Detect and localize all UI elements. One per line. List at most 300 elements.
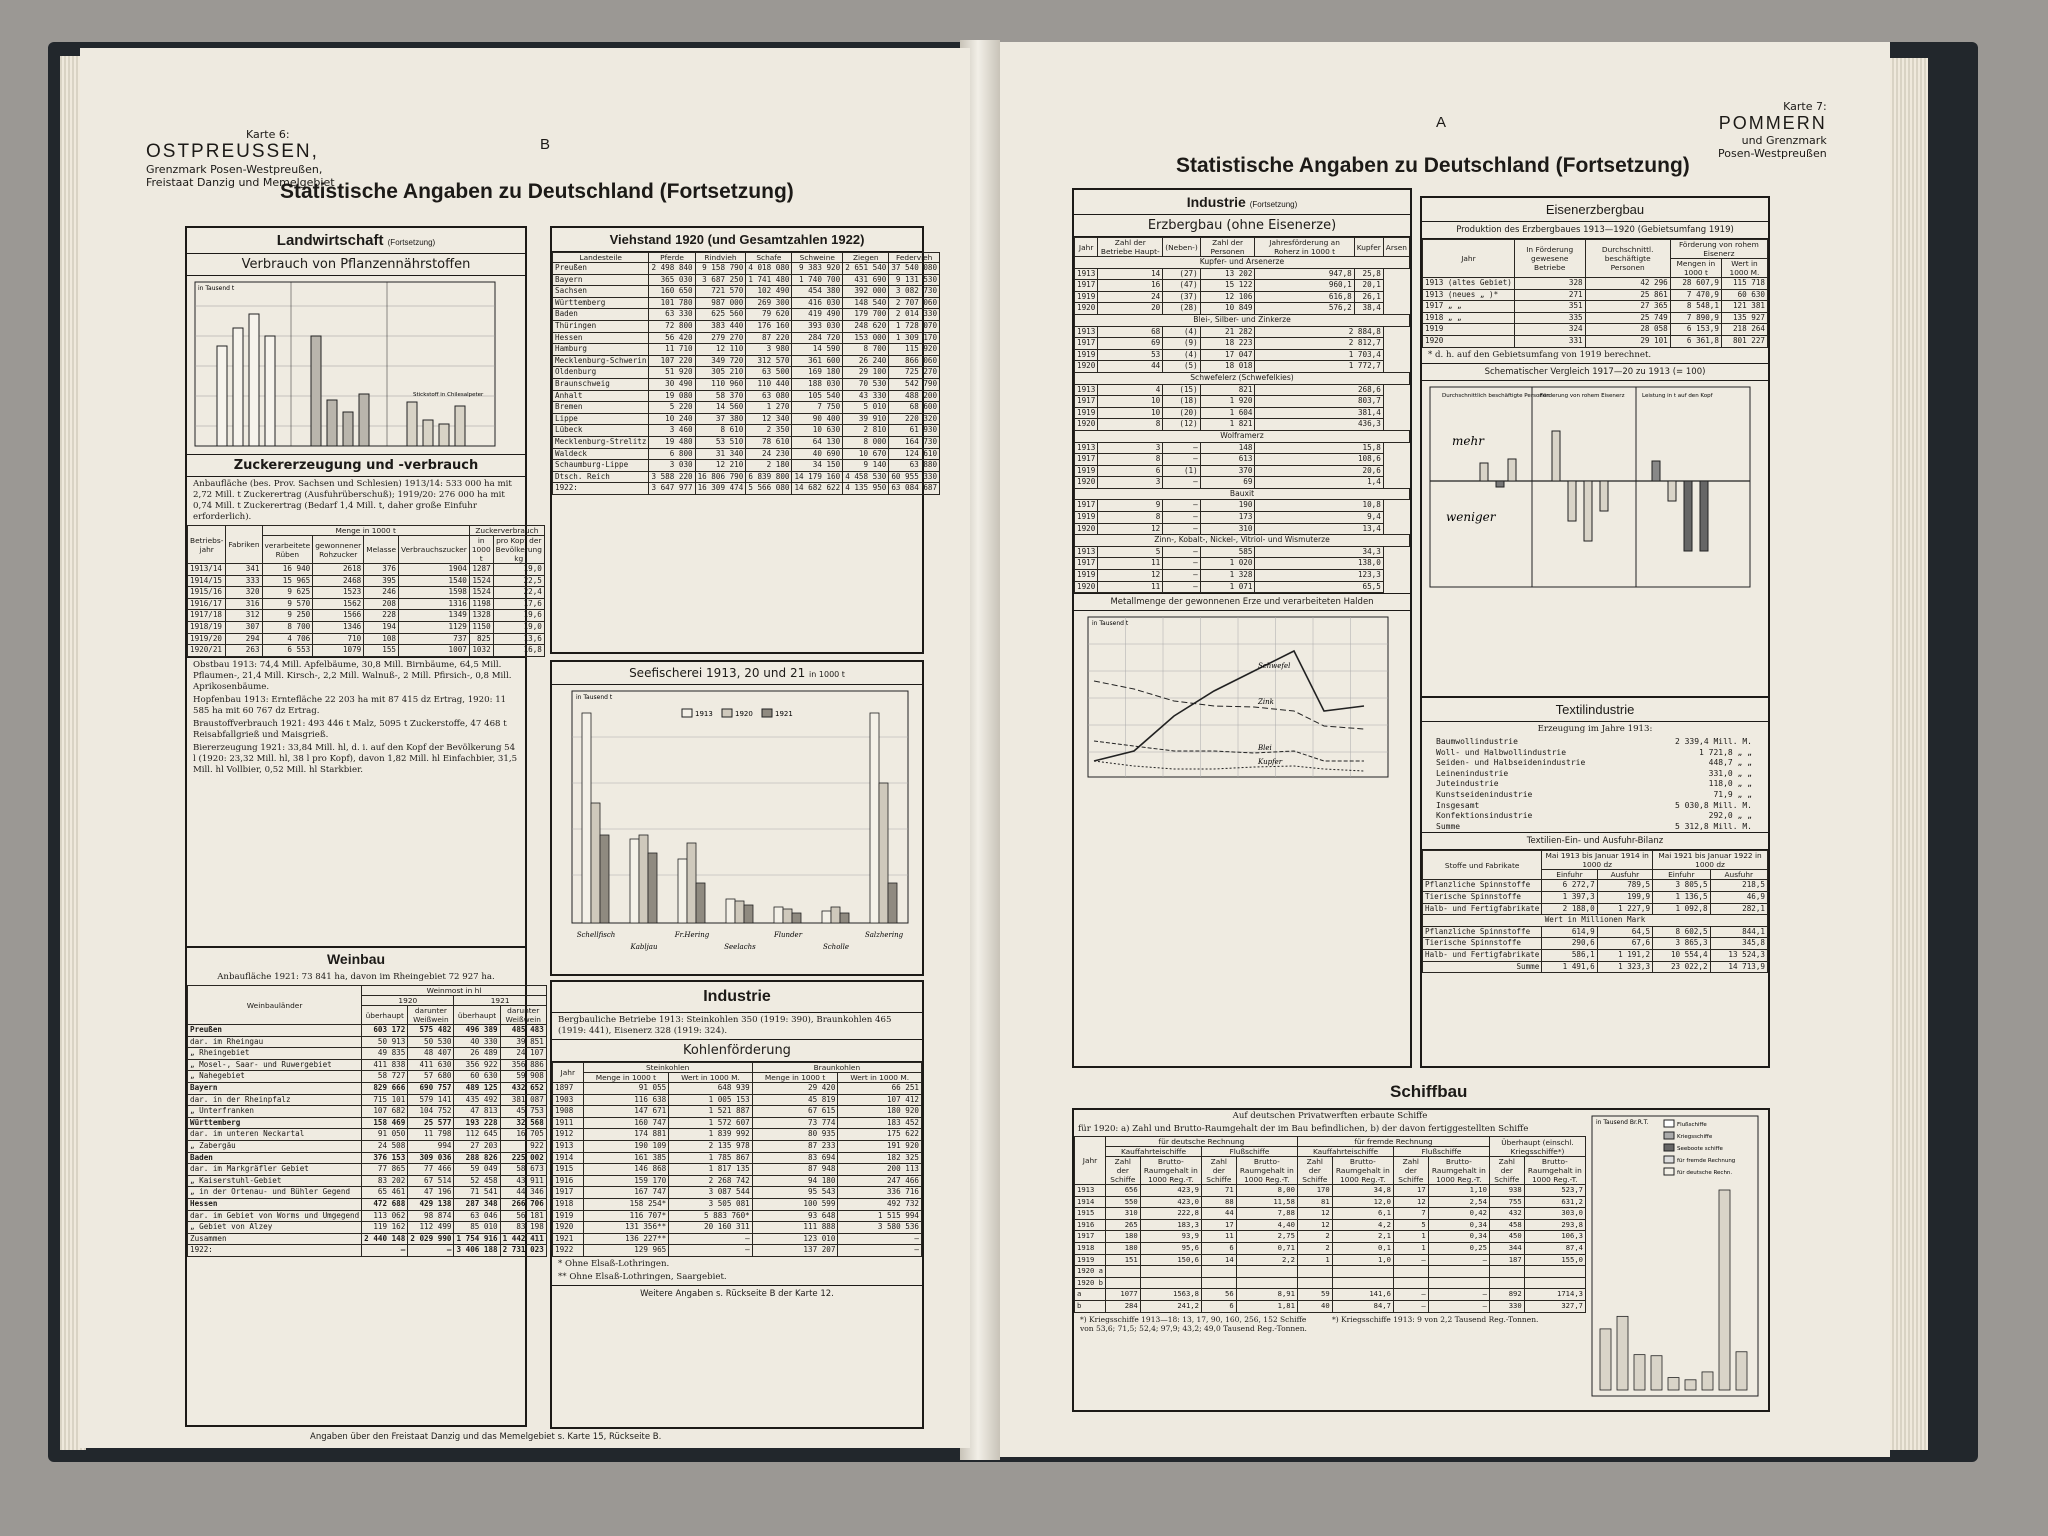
schiff-h-kauf1: Kauffahrteischiffe (1105, 1147, 1201, 1157)
region-title: OSTPREUSSEN, (146, 141, 319, 162)
table-cell: 30 490 (649, 378, 695, 390)
table-cell: 24 508 (362, 1140, 408, 1152)
table-cell: 16 (1098, 280, 1163, 292)
erz-row (1075, 454, 1410, 466)
kohlen-h-sub2: Wert in 1000 M. (669, 1073, 753, 1083)
zucker-row (188, 598, 545, 610)
weinbau-total-value: 2 440 148 (362, 1233, 408, 1245)
table-cell: 9 383 920 (792, 263, 843, 275)
table-cell: Lippe (553, 413, 649, 425)
table-cell: Hessen (188, 1198, 362, 1210)
table-cell: 585 (1200, 546, 1255, 558)
schiff-legend-label: Seeboote schiffe (1677, 1146, 1723, 1152)
table-cell: 1913 (1075, 268, 1098, 280)
table-cell: 411 838 (362, 1059, 408, 1071)
textil-row-label: Leinenindustrie (1436, 768, 1509, 778)
eisenerz-row (1423, 289, 1768, 301)
seefischerei-unit-suffix: in 1000 t (809, 670, 845, 679)
table-cell: 1917 (1075, 500, 1098, 512)
table-cell: Preußen (553, 263, 649, 275)
zucker-h-1000t: in 1000 t (469, 536, 493, 564)
seefischerei-bar (630, 839, 639, 923)
table-cell: 246 (364, 587, 399, 599)
kohlen-row (553, 1210, 922, 1222)
table-cell: 160 650 (649, 286, 695, 298)
table-cell: 356 886 (500, 1059, 546, 1071)
eisenerz-title: Eisenerzbergbau (1422, 198, 1768, 222)
table-cell (1332, 1266, 1393, 1278)
weinbau-total-value: 1 442 411 (500, 1233, 546, 1245)
table-cell: Bayern (188, 1082, 362, 1094)
region-sub1: Grenzmark Posen-Westpreußen, (146, 163, 323, 176)
table-cell: „ Zabergäu (188, 1140, 362, 1152)
table-cell: 987 000 (695, 297, 746, 309)
seefischerei-chart (552, 685, 922, 967)
halden-line (1094, 761, 1364, 771)
table-cell: 94 180 (752, 1175, 838, 1187)
erz-section-title: Blei-, Silber- und Zinkerze (1075, 314, 1410, 326)
eisenerz-body (1423, 278, 1768, 348)
table-cell: 60 630 (1721, 289, 1767, 301)
textil-title: Textilindustrie (1422, 698, 1768, 722)
table-cell: 586,1 (1542, 949, 1597, 961)
table-cell: 324 (1514, 324, 1585, 336)
table-cell: 789,5 (1597, 880, 1652, 892)
erz-row (1075, 570, 1410, 582)
table-cell: — (1163, 558, 1200, 570)
table-cell: 187 (1489, 1254, 1524, 1266)
seefischerei-bar (783, 909, 792, 923)
table-cell: 91 055 (583, 1083, 669, 1095)
table-cell: 31 340 (695, 448, 746, 460)
kohlen-row (553, 1245, 922, 1257)
table-cell: 123,3 (1255, 570, 1383, 582)
table-cell: — (838, 1245, 922, 1257)
table-cell: 10 670 (843, 448, 889, 460)
viehstand-row (553, 378, 940, 390)
table-cell: 370 (1200, 465, 1255, 477)
table-cell: 71 541 (454, 1187, 500, 1199)
table-cell: 472 688 (362, 1198, 408, 1210)
schiffbau-sub1: Auf deutschen Privatwerften erbaute Schiffe (1232, 1111, 1428, 1121)
table-cell: 1 309 170 (889, 332, 940, 344)
viehstand-row (553, 483, 940, 495)
table-cell: „ Rheingebiet (188, 1048, 362, 1060)
table-cell: 17 047 (1200, 349, 1255, 361)
table-cell: 305 210 (695, 367, 746, 379)
erz-table (1074, 237, 1410, 593)
table-cell: (18) (1163, 396, 1200, 408)
table-cell: 14 179 160 (792, 471, 843, 483)
table-cell: Dtsch. Reich (553, 471, 649, 483)
table-cell: — (1428, 1254, 1489, 1266)
table-cell: 15 122 (1200, 280, 1255, 292)
table-cell: 183,3 (1140, 1219, 1201, 1231)
table-cell: 1 817 135 (669, 1164, 753, 1176)
table-cell: 10 (1098, 407, 1163, 419)
table-cell: 9 (1098, 500, 1163, 512)
table-cell: 131 356** (583, 1222, 669, 1234)
table-cell: 2 (1297, 1231, 1332, 1243)
table-cell: 12 (1098, 523, 1163, 535)
textil-row-value: 118,0 „ „ (1708, 779, 1752, 789)
table-cell: — (1163, 442, 1200, 454)
industrie-right-suffix: (Fortsetzung) (1249, 200, 1298, 209)
table-cell: 1920 (1075, 303, 1098, 315)
kohlen-row (553, 1083, 922, 1095)
table-cell: 116 707* (583, 1210, 669, 1222)
schiff-legend-swatch (1664, 1132, 1674, 1139)
weinbau-row (188, 1210, 547, 1222)
schiffbau-table-wrap (1074, 1110, 1586, 1335)
table-cell: 16 806 790 (695, 471, 746, 483)
erz-row (1075, 326, 1410, 338)
table-cell: 148 540 (843, 297, 889, 309)
table-cell: 383 440 (695, 320, 746, 332)
table-cell: 71 (1201, 1185, 1236, 1197)
weinbau-h-land: Weinbauländer (188, 986, 362, 1025)
table-cell: 64,5 (1597, 926, 1652, 938)
table-cell: 218 264 (1721, 324, 1767, 336)
table-cell: 1903 (553, 1094, 584, 1106)
table-cell: 1 (1393, 1242, 1428, 1254)
table-cell: 341 (226, 564, 262, 576)
seefischerei-category: Fr.Hering (674, 931, 710, 939)
table-cell: 12 (1297, 1208, 1332, 1220)
table-cell: Schaumburg-Lippe (553, 460, 649, 472)
table-cell: 45 753 (500, 1106, 546, 1118)
weinbau-total-value: 2 731 023 (500, 1245, 546, 1257)
bilanz-wert-row (1423, 915, 1768, 927)
table-cell: 1 328 (1200, 570, 1255, 582)
bilanz-h-1921: Mai 1921 bis Januar 1922 in 1000 dz (1653, 851, 1768, 870)
table-cell: 613 (1200, 454, 1255, 466)
table-cell: 21 282 (1200, 326, 1255, 338)
table-cell: 1921 (553, 1233, 584, 1245)
kohlen-h-sub4: Wert in 1000 M. (838, 1073, 922, 1083)
table-cell: 79 620 (746, 309, 792, 321)
legend-label: 1921 (775, 710, 793, 718)
table-cell: 1913 (altes Gebiet) (1423, 278, 1515, 290)
weinbau-row (188, 1048, 547, 1060)
table-cell: 68 (1098, 326, 1163, 338)
kohlen-h-jahr: Jahr (553, 1063, 584, 1083)
viehstand-header: Federvieh (889, 253, 940, 263)
weinbau-total-row (188, 1233, 547, 1245)
textil-konf-value: 292,0 „ „ (1708, 811, 1752, 821)
table-cell: 47 196 (408, 1187, 454, 1199)
kohlen-row (553, 1233, 922, 1245)
table-cell: 1524 (469, 575, 493, 587)
table-cell: 4 458 530 (843, 471, 889, 483)
table-cell: 938 (1489, 1185, 1524, 1197)
kohlen-row (553, 1117, 922, 1129)
table-cell: 2 651 540 (843, 263, 889, 275)
table-cell: 18 018 (1200, 361, 1255, 373)
erz-row (1075, 396, 1410, 408)
landwirtschaft-title (187, 228, 525, 254)
halden-line-label: Zink (1258, 698, 1274, 707)
table-cell: 631,2 (1524, 1196, 1585, 1208)
table-cell: 8 602,5 (1653, 926, 1710, 938)
table-cell: 1 (1393, 1231, 1428, 1243)
table-cell: 1007 (399, 645, 470, 657)
eisenerz-row (1423, 278, 1768, 290)
textil-row-label: Juteindustrie (1436, 779, 1499, 789)
table-cell: (4) (1163, 326, 1200, 338)
weinbau-row (188, 1071, 547, 1083)
schiffbau-bar (1634, 1355, 1645, 1390)
table-cell: — (1393, 1254, 1428, 1266)
table-cell: 17,6 (493, 598, 544, 610)
table-cell: 1920 (1075, 477, 1098, 489)
table-cell (1236, 1277, 1297, 1289)
table-cell: 365 030 (649, 274, 695, 286)
table-cell: 3 030 (649, 460, 695, 472)
table-cell: Halb- und Fertigfabrikate (1423, 903, 1542, 915)
table-cell: 2 350 (746, 425, 792, 437)
table-cell: 432 652 (500, 1082, 546, 1094)
table-cell: 7 470,9 (1670, 289, 1721, 301)
table-cell: 1919 (1075, 512, 1098, 524)
table-cell: 182 325 (838, 1152, 922, 1164)
weinbau-row (188, 1117, 547, 1129)
table-cell (1105, 1277, 1140, 1289)
table-cell: Tierische Spinnstoffe (1423, 938, 1542, 950)
seefischerei-bar (888, 883, 897, 923)
schiffbau-foot2: *) Kriegsschiffe 1913: 9 von 2,2 Tausend Reg.-Tonnen. (1332, 1314, 1539, 1324)
halden-chart (1074, 611, 1410, 791)
table-cell: 1150 (469, 621, 493, 633)
table-cell: 1917 (1075, 396, 1098, 408)
table-cell: 10 554,4 (1653, 949, 1710, 961)
table-cell: Baden (188, 1152, 362, 1164)
legend-swatch (762, 709, 772, 717)
weinbau-box (185, 946, 544, 1427)
table-cell: 960,1 (1255, 280, 1354, 292)
seefischerei-bar (726, 899, 735, 923)
table-cell: 29 101 (1585, 335, 1670, 347)
schiff-legend-label: Flußschiffe (1677, 1122, 1707, 1128)
table-cell: 65,5 (1255, 581, 1383, 593)
bilanz-sum-label: Summe (1423, 961, 1542, 973)
table-cell: 220 320 (889, 413, 940, 425)
table-cell: 85 010 (454, 1222, 500, 1234)
schiff-h-ueber: Überhaupt (einschl. Kriegsschiffe*) (1489, 1137, 1585, 1157)
table-cell (1236, 1266, 1297, 1278)
table-cell: 53 (1098, 349, 1163, 361)
region-sub2-right: Posen-Westpreußen (1718, 147, 1827, 160)
weinbau-row (188, 1106, 547, 1118)
table-cell: 15,8 (1255, 442, 1383, 454)
table-cell: (47) (1163, 280, 1200, 292)
table-cell: 95,6 (1140, 1242, 1201, 1254)
weinbau-total-value: — (362, 1245, 408, 1257)
table-cell: 77 466 (408, 1164, 454, 1176)
table-cell: 5 010 (843, 402, 889, 414)
weinbau-h-sub2: darunter Weißwein (408, 1006, 454, 1025)
textil-row-value: 448,7 „ „ (1708, 758, 1752, 768)
table-cell: 3 588 220 (649, 471, 695, 483)
table-cell: 170 (1297, 1185, 1332, 1197)
weinbau-total-value: 3 406 188 (454, 1245, 500, 1257)
table-cell: 648 939 (669, 1083, 753, 1095)
table-cell: 361 600 (792, 355, 843, 367)
table-cell: — (1163, 512, 1200, 524)
textil-row-value: 331,0 „ „ (1708, 768, 1752, 778)
erz-row (1075, 291, 1410, 303)
zucker-note: Obstbau 1913: 74,4 Mill. Apfelbäume, 30,8 Mill. Birnbäume, 64,5 Mill. Pflaumen-, 21,4 Mill. Kirsch-, 2,2 Mill. Walnuß-, 2 Mill. Pfirsich-, 0,8 Mill. Aprikosenbäume. (193, 659, 512, 692)
table-cell (1140, 1277, 1201, 1289)
table-cell: 542 790 (889, 378, 940, 390)
schiffbau-sub2: für 1920: a) Zahl und Brutto-Raumgehalt der im Bau befindlichen, b) der davon fertiggestellten Schiffe (1078, 1124, 1529, 1134)
table-cell: 32 568 (500, 1117, 546, 1129)
table-cell: 1914 (1075, 1196, 1106, 1208)
bilanz-h-aus1: Ausfuhr (1597, 870, 1652, 880)
table-cell: 3 (1098, 477, 1163, 489)
erz-section-title: Zinn-, Kobalt-, Nickel-, Vitriol- und Wismuterze (1075, 535, 1410, 547)
kohlen-row (553, 1129, 922, 1141)
schiffbau-footnotes (1074, 1313, 1586, 1335)
table-cell: 1919/20 (188, 633, 226, 645)
table-cell: 3 460 (649, 425, 695, 437)
table-cell: Anhalt (553, 390, 649, 402)
table-cell: 26 240 (843, 355, 889, 367)
table-cell: 1,10 (1428, 1185, 1489, 1197)
schiff-h-kauf2: Kauffahrteischiffe (1297, 1147, 1393, 1157)
table-cell: 63 046 (454, 1210, 500, 1222)
table-cell: 95 543 (752, 1187, 838, 1199)
table-cell: 14 560 (695, 402, 746, 414)
table-cell: 9 570 (262, 598, 313, 610)
landwirtschaft-box (185, 226, 542, 950)
table-cell: 381,4 (1255, 407, 1383, 419)
kohlen-row (553, 1152, 922, 1164)
table-cell: 2,2 (1236, 1254, 1297, 1266)
table-cell: 248 620 (843, 320, 889, 332)
table-cell: 112 499 (408, 1222, 454, 1234)
table-cell: 575 482 (408, 1025, 454, 1037)
table-cell: 247 466 (838, 1175, 922, 1187)
table-cell: 755 (1489, 1196, 1524, 1208)
table-cell (1201, 1277, 1236, 1289)
schiff-legend-swatch (1664, 1144, 1674, 1151)
table-cell: 1919 (1075, 407, 1098, 419)
seefischerei-bar (696, 883, 705, 923)
weinbau-total-label: 1922: (188, 1245, 362, 1257)
table-cell: 12 106 (1200, 291, 1255, 303)
schiffbau-row (1075, 1254, 1586, 1266)
zucker-h-rohzucker: gewonnener Rohzucker (313, 536, 364, 564)
schema-mehr: mehr (1452, 433, 1484, 448)
schiff-h-fluss1: Flußschiffe (1201, 1147, 1297, 1157)
table-cell: 16 705 (500, 1129, 546, 1141)
table-cell: 721 570 (695, 286, 746, 298)
table-cell: 14 590 (792, 344, 843, 356)
table-cell: 8 (1098, 512, 1163, 524)
table-cell: 218,5 (1710, 880, 1767, 892)
viehstand-row (553, 263, 940, 275)
zucker-notes (187, 657, 525, 780)
table-cell: 1918 „ „ (1423, 312, 1515, 324)
erzbergbau-subtitle: Erzbergbau (ohne Eisenerze) (1074, 215, 1410, 237)
left-page (80, 48, 970, 1448)
table-cell: 77 865 (362, 1164, 408, 1176)
table-cell: 60 630 (454, 1071, 500, 1083)
erz-section-row (1075, 488, 1410, 500)
table-cell: 1714,3 (1524, 1289, 1585, 1301)
table-cell: 994 (408, 1140, 454, 1152)
table-cell: 9 625 (262, 587, 313, 599)
table-cell: — (1163, 454, 1200, 466)
table-cell: 174 881 (583, 1129, 669, 1141)
table-cell: 18 223 (1200, 338, 1255, 350)
seefischerei-bar (735, 901, 744, 923)
table-cell: 6 (1098, 465, 1163, 477)
table-cell: 2 188,0 (1542, 903, 1597, 915)
table-cell: 87 233 (752, 1140, 838, 1152)
eisenerz-row (1423, 324, 1768, 336)
table-cell: 10 630 (792, 425, 843, 437)
table-cell: 14 682 622 (792, 483, 843, 495)
table-cell: 190 109 (583, 1140, 669, 1152)
table-cell: 19,0 (493, 564, 544, 576)
table-cell: 59 908 (500, 1071, 546, 1083)
table-cell: — (669, 1245, 753, 1257)
table-cell: 13 524,3 (1710, 949, 1767, 961)
table-cell: 1524 (469, 587, 493, 599)
table-cell: 393 030 (792, 320, 843, 332)
table-cell: 603 172 (362, 1025, 408, 1037)
table-cell: 115 718 (1721, 278, 1767, 290)
halden-line-label: Kupfer (1258, 758, 1283, 767)
table-cell: 7 750 (792, 402, 843, 414)
table-cell: Thüringen (553, 320, 649, 332)
erz-row (1075, 546, 1410, 558)
table-cell: 34,3 (1255, 546, 1383, 558)
zucker-h-jahr: Betriebs-jahr (188, 526, 226, 564)
eisenerz-subtitle: Produktion des Erzbergbaues 1913—1920 (Gebietsumfang 1919) (1422, 222, 1768, 239)
textil-sub: Erzeugung im Jahre 1913: (1537, 724, 1653, 734)
table-cell: 87 948 (752, 1164, 838, 1176)
table-cell: 13,6 (493, 633, 544, 645)
weinbau-row (188, 1164, 547, 1176)
table-cell: 10 (1098, 396, 1163, 408)
table-cell: 34 150 (792, 460, 843, 472)
table-cell: 423,9 (1140, 1185, 1201, 1197)
erz-section-row (1075, 314, 1410, 326)
schiff-h-fremd: für fremde Rechnung (1297, 1137, 1489, 1147)
table-cell: 200 113 (838, 1164, 922, 1176)
eisenerz-row (1423, 312, 1768, 324)
table-cell: 8 548,1 (1670, 301, 1721, 313)
industrie-title: Industrie (552, 982, 922, 1013)
table-cell: — (1428, 1289, 1489, 1301)
kohlen-title: Kohlenförderung (552, 1039, 922, 1062)
table-cell: Oldenburg (553, 367, 649, 379)
seefischerei-bar (591, 803, 600, 923)
seefischerei-bar (744, 905, 753, 923)
stickstoff-bars (407, 402, 465, 446)
table-cell: 1 515 994 (838, 1210, 922, 1222)
table-cell: 0,71 (1236, 1242, 1297, 1254)
table-cell: 411 630 (408, 1059, 454, 1071)
table-cell: Preußen (188, 1025, 362, 1037)
table-cell: 1,4 (1255, 477, 1383, 489)
table-cell: 1917 (553, 1187, 584, 1199)
textil-row-label: Seiden- und Halbseidenindustrie (1436, 758, 1586, 768)
table-cell: 279 270 (695, 332, 746, 344)
